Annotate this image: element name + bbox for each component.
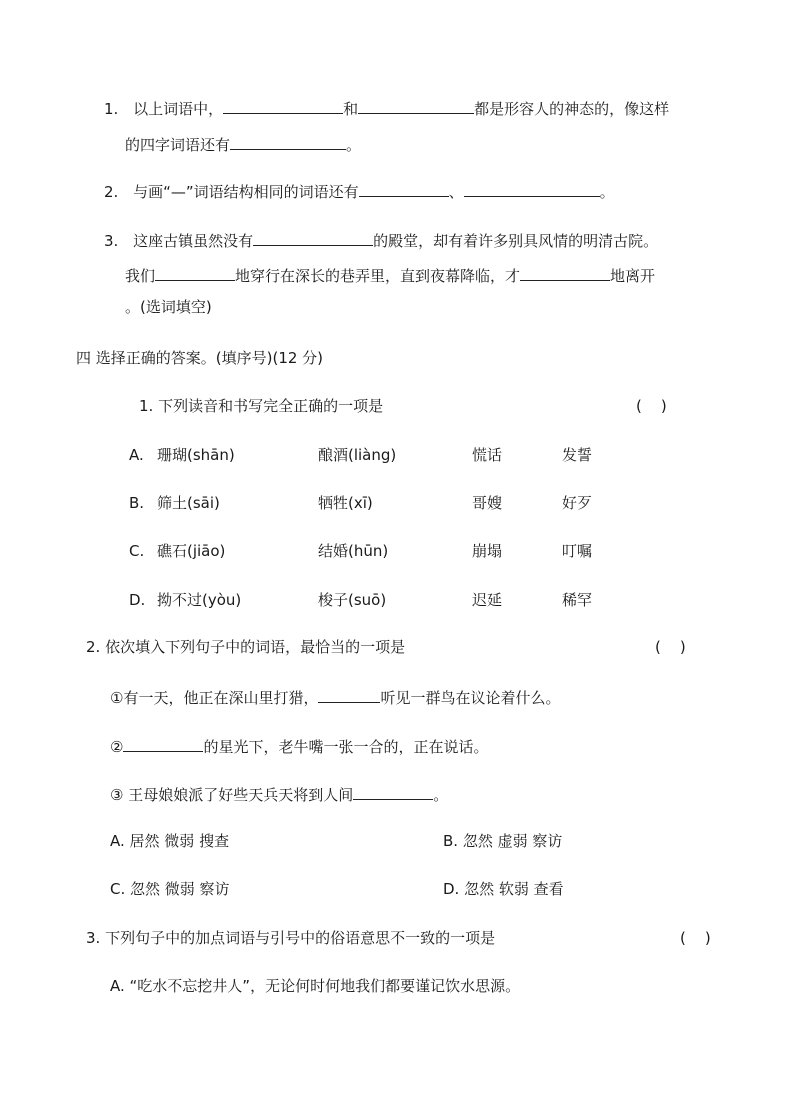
option-word: 迟延 — [472, 591, 503, 609]
q2-blank-2[interactable] — [464, 180, 600, 197]
sentence-text: ② — [110, 738, 124, 756]
q1-text: 。 — [346, 136, 362, 154]
q2-text: 、 — [448, 183, 464, 201]
option-word: 崩塌 — [472, 542, 503, 560]
sentence-text: 。 — [433, 786, 449, 804]
sentence-text: ③ 王母娘娘派了好些天兵天将到人间 — [110, 786, 354, 804]
option-word: 叮嘱 — [562, 542, 593, 560]
q3-blank-2[interactable] — [155, 264, 235, 281]
q2-text: 与画“—”词语结构相同的词语还有 — [133, 183, 359, 201]
q1-blank-1[interactable] — [223, 97, 343, 114]
option-word: 拗不过(yòu) — [157, 591, 242, 609]
q3-text: 我们 — [125, 267, 156, 285]
q3-text: 这座古镇虽然没有 — [133, 232, 254, 250]
mc3-option-a[interactable]: A. “吃水不忘挖井人”，无论何时何地我们都要谨记饮水思源。 — [110, 977, 521, 995]
q3-number: 3. — [104, 232, 119, 250]
q3-text: 地离开 — [610, 267, 656, 285]
q1-blank-3[interactable] — [230, 133, 346, 150]
q1-blank-2[interactable] — [358, 97, 474, 114]
q1-text: 和 — [343, 100, 359, 118]
mc2-option-b[interactable]: B. 忽然 虚弱 察访 — [443, 832, 563, 850]
mc3-stem: 3. 下列句子中的加点词语与引号中的俗语意思不一致的一项是 — [86, 929, 496, 947]
option-word: 结婚(hūn) — [318, 542, 389, 560]
q1-number: 1. — [104, 100, 119, 118]
option-word: 慌话 — [472, 446, 503, 464]
q1-line1 — [104, 97, 669, 119]
q2-text: 。 — [599, 183, 615, 201]
option-word: 珊瑚(shān) — [157, 446, 235, 464]
q3-blank-3[interactable] — [520, 264, 610, 281]
mc2-sentence-3 — [110, 783, 448, 805]
option-word: 稀罕 — [562, 591, 593, 609]
option-word: 筛土(sāi) — [157, 494, 220, 512]
q3-text: 地穿行在深长的巷弄里，直到夜幕降临，才 — [235, 267, 521, 285]
section-4-title: 四 选择正确的答案。(填序号)(12 分) — [76, 349, 324, 367]
option-word: 哥嫂 — [472, 494, 503, 512]
sentence-blank[interactable] — [318, 686, 380, 703]
option-word: 好歹 — [562, 494, 593, 512]
sentence-blank[interactable] — [123, 735, 203, 752]
mc1-answer-paren[interactable]: ( ) — [636, 397, 667, 415]
option-word: 牺牲(xī) — [318, 494, 373, 512]
mc2-answer-paren[interactable]: ( ) — [655, 638, 686, 656]
option-label: A. — [129, 446, 144, 464]
q3-text: 。(选词填空) — [125, 298, 212, 316]
option-label: B. — [129, 494, 145, 512]
q1-text: 的四字词语还有 — [125, 136, 231, 154]
q3-line2 — [125, 264, 655, 286]
mc2-option-a[interactable]: A. 居然 微弱 搜查 — [110, 832, 230, 850]
q1-line2 — [125, 133, 361, 155]
sentence-text: ①有一天，他正在深山里打猎， — [110, 689, 319, 707]
mc2-sentence-2 — [110, 735, 488, 757]
option-word: 礁石(jiāo) — [157, 542, 226, 560]
q3-blank-1[interactable] — [253, 229, 373, 246]
q3-line1 — [104, 229, 658, 251]
sentence-blank[interactable] — [353, 783, 433, 800]
option-word: 发誓 — [562, 446, 593, 464]
mc2-sentence-1 — [110, 686, 560, 708]
mc2-option-d[interactable]: D. 忽然 软弱 查看 — [443, 880, 564, 898]
q2-number: 2. — [104, 183, 119, 201]
q2-line — [104, 180, 615, 202]
mc2-option-c[interactable]: C. 忽然 微弱 察访 — [110, 880, 230, 898]
mc2-stem: 2. 依次填入下列句子中的词语，最恰当的一项是 — [86, 638, 406, 656]
q2-blank-1[interactable] — [359, 180, 449, 197]
option-label: D. — [129, 591, 146, 609]
mc1-stem: 1. 下列读音和书写完全正确的一项是 — [139, 397, 384, 415]
sentence-text: 的星光下，老牛嘴一张一合的，正在说话。 — [203, 738, 489, 756]
q1-text: 以上词语中， — [133, 100, 224, 118]
q3-text: 的殿堂，却有着许多别具风情的明清古院。 — [373, 232, 659, 250]
option-word: 梭子(suō) — [318, 591, 387, 609]
q1-text: 都是形容人的神态的，像这样 — [474, 100, 670, 118]
option-label: C. — [129, 542, 145, 560]
option-word: 酿酒(liàng) — [318, 446, 397, 464]
sentence-text: 听见一群鸟在议论着什么。 — [380, 689, 561, 707]
mc3-answer-paren[interactable]: ( ) — [680, 929, 711, 947]
q3-line3 — [125, 297, 212, 317]
